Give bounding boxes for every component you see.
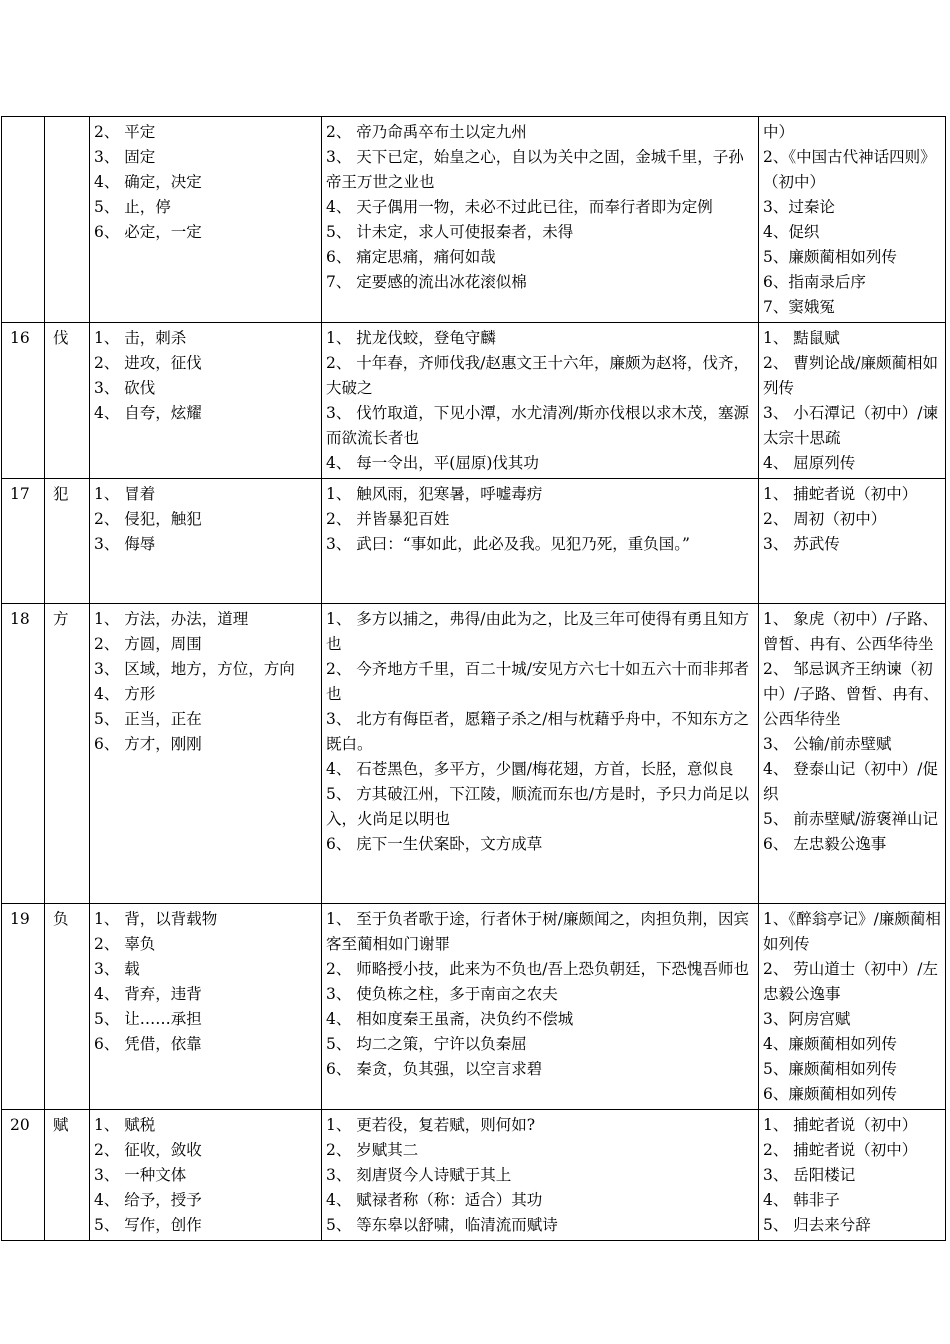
examples-cell	[322, 904, 759, 1110]
example-item: 4、 石苍黑色，多平方，少圜/梅花翅，方首，长胫，意似良	[326, 760, 734, 778]
row-number: 19	[2, 904, 45, 1110]
meanings-cell	[90, 479, 322, 604]
meaning-item: 3、 固定	[94, 148, 156, 166]
meaning-item: 2、 方圆，周围	[94, 635, 202, 653]
source-item: 6、廉颇蔺相如列传	[763, 1085, 897, 1103]
meanings-cell	[90, 1110, 322, 1241]
meaning-item: 1、 赋税	[94, 1116, 156, 1134]
sources-cell	[759, 323, 946, 479]
meaning-item: 5、 正当，正在	[94, 710, 202, 728]
source-item: 2、 曹刿论战/廉颇蔺相如列传	[763, 354, 939, 397]
source-item: 2、 邹忌讽齐王纳谏（初中）/子路、曾皙、冉有、公西华待坐	[763, 660, 939, 728]
meaning-item: 4、 给予，授予	[94, 1191, 202, 1209]
meaning-item: 1、 击，刺杀	[94, 329, 187, 347]
source-item: 2、 捕蛇者说（初中）	[763, 1141, 918, 1159]
source-item: 5、 前赤壁赋/游褒禅山记	[763, 810, 939, 828]
meaning-item: 6、 方才，刚刚	[94, 735, 202, 753]
meaning-item: 2、 辜负	[94, 935, 156, 953]
meanings-cell	[90, 604, 322, 904]
example-item: 2、 并皆暴犯百姓	[326, 510, 450, 528]
example-item: 6、 痛定思痛，痛何如哉	[326, 248, 496, 266]
source-item: 3、过秦论	[763, 198, 835, 216]
meaning-item: 1、 背，以背载物	[94, 910, 218, 928]
meaning-item: 4、 背弃，违背	[94, 985, 202, 1003]
source-item: 1、 黠鼠赋	[763, 329, 840, 347]
meaning-item: 3、 一种文体	[94, 1166, 187, 1184]
examples-cell	[322, 1110, 759, 1241]
meanings-cell	[90, 323, 322, 479]
source-item: 5、廉颇蔺相如列传	[763, 1060, 897, 1078]
meaning-item: 4、 方形	[94, 685, 156, 703]
source-item: 2、《中国古代神话四则》（初中）	[763, 148, 936, 191]
example-item: 5、 计未定，求人可使报秦者，未得	[326, 223, 574, 241]
example-item: 2、 十年春，齐师伐我/赵惠文王十六年，廉颇为赵将，伐齐，大破之	[326, 354, 750, 397]
examples-cell	[322, 323, 759, 479]
meaning-item: 2、 侵犯，触犯	[94, 510, 202, 528]
source-item: 1、《醉翁亭记》/廉颇蔺相如列传	[763, 910, 941, 953]
sources-cell	[759, 904, 946, 1110]
meaning-item: 2、 征收，敛收	[94, 1141, 202, 1159]
example-item: 1、 更若役，复若赋，则何如?	[326, 1116, 536, 1134]
source-item: 3、 苏武传	[763, 535, 840, 553]
table-row	[2, 117, 946, 323]
source-item: 4、促织	[763, 223, 820, 241]
source-item: 1、 捕蛇者说（初中）	[763, 485, 918, 503]
row-number: 18	[2, 604, 45, 904]
meaning-item: 1、 冒着	[94, 485, 156, 503]
table-body	[2, 117, 946, 1241]
table-row	[2, 1110, 946, 1241]
meaning-item: 5、 止，停	[94, 198, 171, 216]
source-item: 1、 捕蛇者说（初中）	[763, 1116, 918, 1134]
source-item: 6、 左忠毅公逸事	[763, 835, 887, 853]
source-item: 1、 象虎（初中）/子路、曾皙、冉有、公西华待坐	[763, 610, 939, 653]
examples-cell	[322, 604, 759, 904]
meaning-item: 5、 写作，创作	[94, 1216, 202, 1234]
meaning-item: 6、 必定，一定	[94, 223, 202, 241]
row-number: 16	[2, 323, 45, 479]
row-number: 17	[2, 479, 45, 604]
meaning-item: 3、 载	[94, 960, 140, 978]
examples-cell	[322, 479, 759, 604]
table-row	[2, 323, 946, 479]
vocabulary-table	[1, 116, 946, 1241]
character-cell: 犯	[45, 479, 90, 604]
source-item: 4、廉颇蔺相如列传	[763, 1035, 897, 1053]
example-item: 1、 多方以捕之，弗得/由此为之，比及三年可使得有勇且知方也	[326, 610, 750, 653]
example-item: 4、 天子偶用一物，未必不过此已往，而奉行者即为定例	[326, 198, 713, 216]
table-row	[2, 604, 946, 904]
source-item: 3、 公输/前赤壁赋	[763, 735, 892, 753]
source-item: 4、 屈原列传	[763, 454, 856, 472]
source-item: 3、阿房宫赋	[763, 1010, 851, 1028]
character-cell: 方	[45, 604, 90, 904]
example-item: 3、 伐竹取道，下见小潭，水尤清冽/斯亦伐根以求木茂，塞源而欲流长者也	[326, 404, 750, 447]
sources-cell	[759, 604, 946, 904]
example-item: 2、 师略授小技，此来为不负也/吾上恐负朝廷，下恐愧吾师也	[326, 960, 750, 978]
example-item: 3、 武曰：“事如此，此必及我。见犯乃死，重负国。”	[326, 535, 690, 553]
example-item: 4、 相如度秦王虽斋，决负约不偿城	[326, 1010, 574, 1028]
meaning-item: 4、 自夸，炫耀	[94, 404, 202, 422]
source-item: 5、廉颇蔺相如列传	[763, 248, 897, 266]
example-item: 3、 使负栋之柱，多于南亩之农夫	[326, 985, 558, 1003]
example-item: 1、 触风雨，犯寒暑，呼嘘毒疠	[326, 485, 543, 503]
meanings-cell	[90, 904, 322, 1110]
examples-cell	[322, 117, 759, 323]
example-item: 2、 帝乃命禹卒布土以定九州	[326, 123, 527, 141]
example-item: 2、 岁赋其二	[326, 1141, 419, 1159]
table-row	[2, 479, 946, 604]
example-item: 6、 秦贪，负其强，以空言求碧	[326, 1060, 543, 1078]
source-item: 7、窦娥冤	[763, 298, 835, 316]
example-item: 1、 扰龙伐蛟，登龟守麟	[326, 329, 496, 347]
sources-cell	[759, 117, 946, 323]
character-cell: 负	[45, 904, 90, 1110]
meaning-item: 1、 方法，办法，道理	[94, 610, 249, 628]
meaning-item: 3、 砍伐	[94, 379, 156, 397]
row-number: 20	[2, 1110, 45, 1241]
meaning-item: 2、 平定	[94, 123, 156, 141]
example-item: 3、 天下已定，始皇之心，自以为关中之固，金城千里，子孙帝王万世之业也	[326, 148, 744, 191]
example-item: 3、 刻唐贤今人诗赋于其上	[326, 1166, 512, 1184]
character-cell	[45, 117, 90, 323]
source-item: 2、 劳山道士（初中）/左忠毅公逸事	[763, 960, 939, 1003]
sources-cell	[759, 479, 946, 604]
example-item: 4、 赋禄者称（称：适合）其功	[326, 1191, 543, 1209]
example-item: 6、 庑下一生伏案卧，文方成草	[326, 835, 543, 853]
character-cell: 赋	[45, 1110, 90, 1241]
meaning-item: 2、 进攻，征伐	[94, 354, 202, 372]
meaning-item: 4、 确定，决定	[94, 173, 202, 191]
meaning-item: 5、 让……承担	[94, 1010, 202, 1028]
table-row	[2, 904, 946, 1110]
row-number	[2, 117, 45, 323]
source-item: 4、 登泰山记（初中）/促织	[763, 760, 939, 803]
meaning-item: 3、 侮辱	[94, 535, 156, 553]
meanings-cell	[90, 117, 322, 323]
source-item: 3、 岳阳楼记	[763, 1166, 856, 1184]
source-item: 中）	[763, 123, 795, 141]
source-item: 4、 韩非子	[763, 1191, 840, 1209]
meaning-item: 6、 凭借，依靠	[94, 1035, 202, 1053]
source-item: 2、 周初（初中）	[763, 510, 887, 528]
source-item: 3、 小石潭记（初中）/谏太宗十思疏	[763, 404, 939, 447]
example-item: 5、 方其破江州，下江陵，顺流而东也/方是时，予只力尚足以入，火尚足以明也	[326, 785, 750, 828]
character-cell: 伐	[45, 323, 90, 479]
example-item: 2、 今齐地方千里，百二十城/安见方六七十如五六十而非邦者也	[326, 660, 750, 703]
meaning-item: 3、 区域，地方，方位，方向	[94, 660, 295, 678]
example-item: 1、 至于负者歌于途，行者休于树/廉颇闻之，肉担负荆，因宾客至蔺相如门谢罪	[326, 910, 750, 953]
example-item: 3、 北方有侮臣者，愿籍子杀之/相与枕藉乎舟中，不知东方之既白。	[326, 710, 750, 753]
source-item: 5、 归去来兮辞	[763, 1216, 871, 1234]
example-item: 7、 定要感的流出冰花滚似棉	[326, 273, 527, 291]
example-item: 5、 等东皋以舒啸，临清流而赋诗	[326, 1216, 558, 1234]
example-item: 4、 每一令出，平(屈原)伐其功	[326, 454, 539, 472]
source-item: 6、指南录后序	[763, 273, 866, 291]
sources-cell	[759, 1110, 946, 1241]
example-item: 5、 均二之策，宁许以负秦屈	[326, 1035, 527, 1053]
